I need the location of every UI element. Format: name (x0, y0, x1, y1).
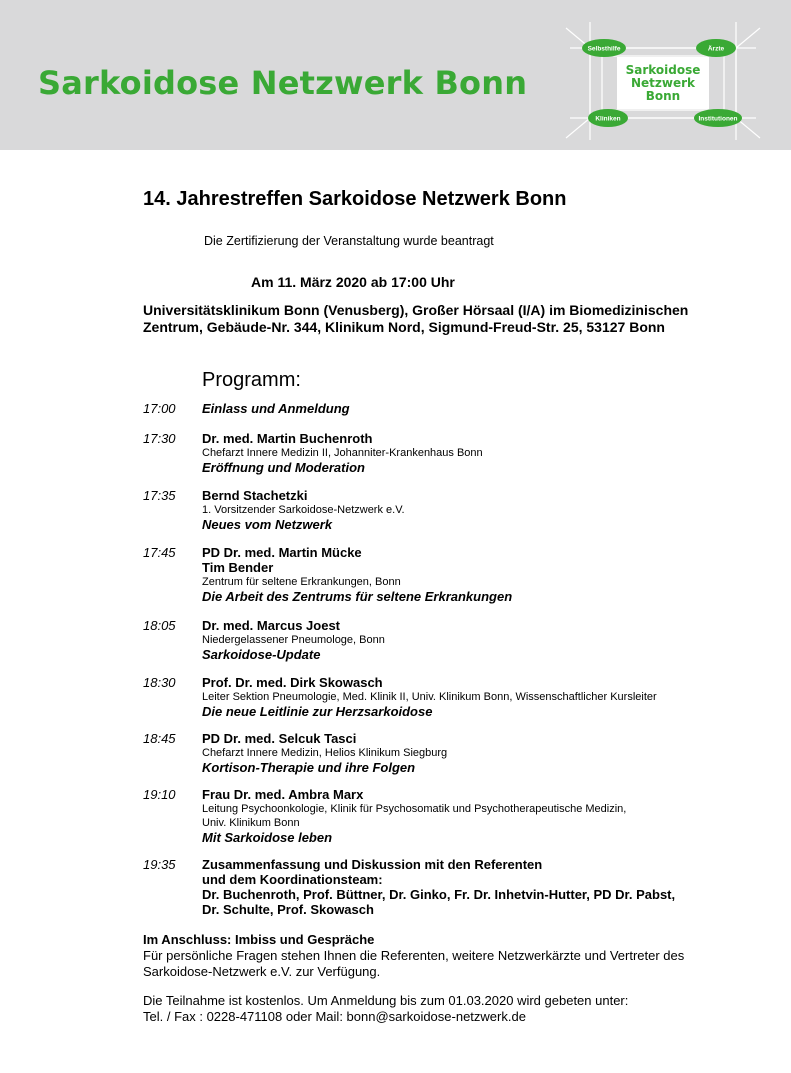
brand-title: Sarkoidose Netzwerk Bonn (38, 64, 528, 102)
program-time: 18:45 (143, 731, 176, 746)
speaker-affiliation: Niedergelassener Pneumologe, Bonn (202, 634, 385, 646)
speaker-name: Frau Dr. med. Ambra Marx (202, 787, 364, 802)
registration-line: Die Teilnahme ist kostenlos. Um Anmeldung bis zum 01.03.2020 wird gebeten unter: (143, 993, 629, 1008)
program-time: 18:30 (143, 675, 176, 690)
discussion-line: Dr. Buchenroth, Prof. Büttner, Dr. Ginko, Fr. Dr. Inhetvin-Hutter, PD Dr. Pabst, (202, 887, 676, 902)
speaker-affiliation: Chefarzt Innere Medizin, Helios Klinikum Siegburg (202, 747, 448, 759)
badge-label-kliniken: Kliniken (595, 115, 621, 123)
speaker-affiliation: Univ. Klinikum Bonn (202, 817, 300, 829)
program-heading: Programm: (202, 369, 301, 391)
header-banner (0, 0, 791, 150)
speaker-name: Dr. med. Martin Buchenroth (202, 431, 373, 446)
logo-line-3: Bonn (645, 89, 681, 103)
program-time: 18:05 (143, 618, 176, 633)
speaker-name: Dr. med. Marcus Joest (202, 618, 340, 633)
badge-label-selbsthilfe: Selbsthilfe (587, 45, 621, 53)
closing-line: Sarkoidose-Netzwerk e.V. zur Verfügung. (143, 964, 381, 979)
speaker-name: PD Dr. med. Martin Mücke (202, 545, 362, 560)
logo-line-2: Netzwerk (630, 76, 696, 90)
program-time: 17:45 (143, 545, 176, 560)
program-topic: Sarkoidose-Update (202, 647, 321, 662)
venue-line: Zentrum, Gebäude-Nr. 344, Klinikum Nord, Sigmund-Freud-Str. 25, 53127 Bonn (143, 319, 665, 335)
discussion-line: und dem Koordinationsteam: (202, 872, 383, 887)
speaker-affiliation: Chefarzt Innere Medizin II, Johanniter-Krankenhaus Bonn (202, 447, 483, 459)
discussion-line: Dr. Schulte, Prof. Skowasch (202, 902, 374, 917)
badge-label-aerzte: Ärzte (707, 45, 725, 53)
discussion-line: Zusammenfassung und Diskussion mit den Referenten (202, 857, 543, 872)
registration-contact: Tel. / Fax : 0228-471108 oder Mail: bonn@sarkoidose-netzwerk.de (143, 1009, 526, 1024)
closing-section (143, 932, 763, 980)
program-topic: Eröffnung und Moderation (202, 460, 365, 475)
speaker-affiliation: 1. Vorsitzender Sarkoidose-Netzwerk e.V. (202, 504, 405, 516)
network-logo (560, 18, 766, 142)
speaker-affiliation: Leitung Psychoonkologie, Klinik für Psychosomatik und Psychotherapeutische Medizin, (202, 803, 627, 815)
badge-label-institutionen: Institutionen (698, 115, 738, 123)
program-topic: Die Arbeit des Zentrums für seltene Erkrankungen (202, 589, 513, 604)
speaker-name: PD Dr. med. Selcuk Tasci (202, 731, 357, 746)
program-time: 17:35 (143, 488, 176, 503)
venue-line: Universitätsklinikum Bonn (Venusberg), Großer Hörsaal (I/A) im Biomedizinischen (143, 302, 689, 318)
logo-line-1: Sarkoidose (625, 63, 701, 77)
speaker-affiliation: Leiter Sektion Pneumologie, Med. Klinik II, Univ. Klinikum Bonn, Wissenschaftlicher Kursleiter (202, 691, 657, 703)
program-topic: Einlass und Anmeldung (202, 401, 350, 416)
program-time: 19:10 (143, 787, 176, 802)
closing-line: Für persönliche Fragen stehen Ihnen die Referenten, weitere Netzwerkärzte und Vertreter des (143, 948, 685, 963)
closing-heading: Im Anschluss: Imbiss und Gespräche (143, 932, 375, 947)
registration-section (143, 993, 763, 1025)
program-time: 17:30 (143, 431, 176, 446)
event-venue (143, 302, 773, 336)
program-topic: Neues vom Netzwerk (202, 517, 333, 532)
event-date: Am 11. März 2020 ab 17:00 Uhr (251, 274, 455, 290)
speaker-name: Prof. Dr. med. Dirk Skowasch (202, 675, 383, 690)
speaker-affiliation: Zentrum für seltene Erkrankungen, Bonn (202, 576, 401, 588)
program-topic: Mit Sarkoidose leben (202, 830, 333, 845)
speaker-name: Bernd Stachetzki (202, 488, 308, 503)
program-time: 19:35 (143, 857, 176, 872)
certification-note: Die Zertifizierung der Veranstaltung wurde beantragt (204, 234, 494, 248)
program-time: 17:00 (143, 401, 176, 416)
speaker-name: Tim Bender (202, 560, 274, 575)
event-title: 14. Jahrestreffen Sarkoidose Netzwerk Bonn (143, 188, 567, 210)
program-topic: Kortison-Therapie und ihre Folgen (202, 760, 416, 775)
program-topic: Die neue Leitlinie zur Herzsarkoidose (202, 704, 433, 719)
